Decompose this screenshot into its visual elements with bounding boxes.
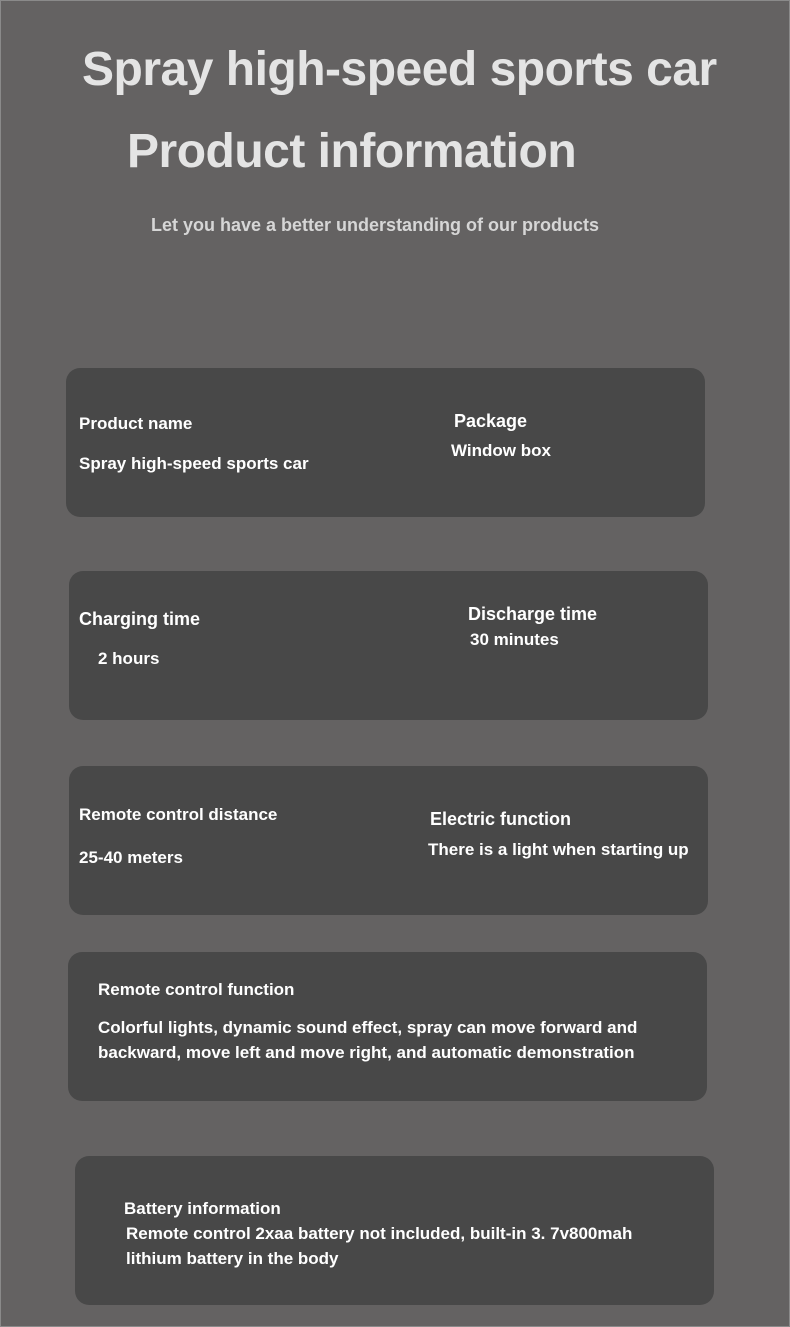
remote-info-card <box>69 766 708 915</box>
charging-time-label: Charging time <box>79 609 201 629</box>
product-name-value: Spray high-speed sports car <box>79 454 309 473</box>
package-value: Window box <box>451 441 551 460</box>
page-tagline: Let you have a better understanding of our products <box>151 215 600 235</box>
remote-function-label: Remote control function <box>98 980 295 999</box>
product-name-label: Product name <box>79 414 193 433</box>
charging-time-value: 2 hours <box>98 649 160 668</box>
remote-distance-value: 25-40 meters <box>79 848 183 867</box>
remote-function-value: Colorful lights, dynamic sound effect, spray can move forward and backward, move left and move right, and automatic demonstration <box>98 1018 638 1062</box>
electric-function-label: Electric function <box>430 809 572 829</box>
battery-info-label: Battery information <box>124 1199 281 1218</box>
package-label: Package <box>454 411 528 431</box>
page-subheading: Product information <box>127 125 577 178</box>
remote-distance-label: Remote control distance <box>79 805 278 824</box>
electric-function-value: There is a light when starting up <box>428 840 689 859</box>
product-info-card <box>66 368 705 517</box>
page-title: Spray high-speed sports car <box>82 43 717 96</box>
discharge-time-label: Discharge time <box>468 604 598 624</box>
discharge-time-value: 30 minutes <box>470 630 559 649</box>
time-info-card <box>69 571 708 720</box>
battery-info-value: Remote control 2xaa battery not included, built-in 3. 7v800mah lithium battery in the body <box>126 1224 633 1268</box>
battery-info-card <box>75 1156 714 1305</box>
remote-function-card <box>68 952 707 1101</box>
